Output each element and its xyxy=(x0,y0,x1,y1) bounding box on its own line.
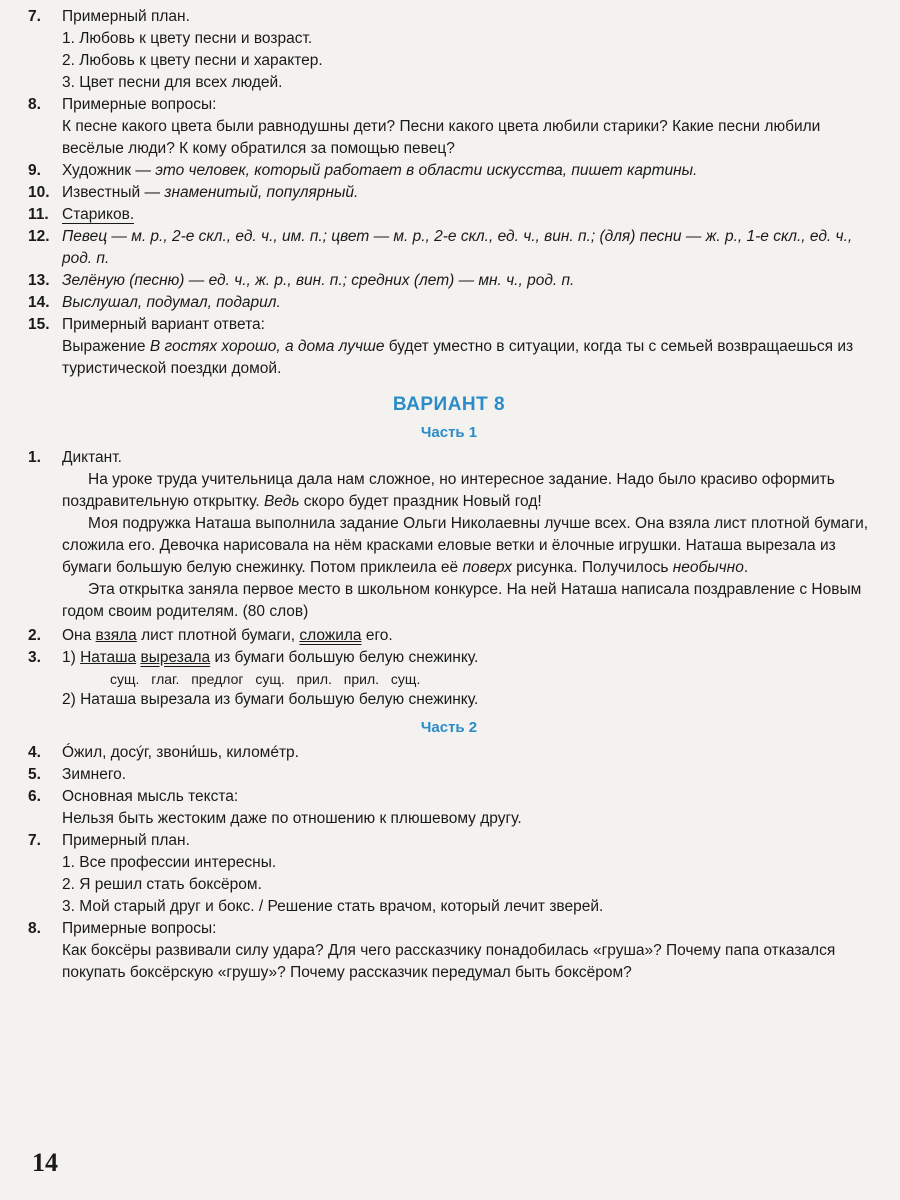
answer-word: Зимнего. xyxy=(62,766,127,783)
sentence-plain: 2) Наташа вырезала из бумаги большую белую снежинку. xyxy=(62,691,479,708)
part-2-title: Часть 2 xyxy=(420,719,478,736)
stress-words: Óжил, досýг, звони́шь, киломéтр. xyxy=(62,744,299,761)
main-idea-text: Нельзя быть жестоким даже по отношению к плюшевому другу. xyxy=(62,810,522,827)
item-number: 13. xyxy=(28,272,50,289)
dictation-paragraph: Моя подружка Наташа выполнила задание Ольги Николаевны лучше всех. Она взяла лист плотной бумаги, сложила его. Девочка нарисовала на нём красками еловые ветки и ёлочные игрушки. Наташа вырезала из бумаги большую белую снежинку. Потом приклеила её поверх рисунка. Получилось необычно. xyxy=(62,515,869,576)
answer-item-12 xyxy=(28,226,870,270)
dictation-paragraph: Эта открытка заняла первое место в школьном конкурсе. На ней Наташа написала поздравление с Новым годом своим родителям. (80 слов) xyxy=(62,581,862,620)
item-number: 10. xyxy=(28,184,50,201)
item-number: 8. xyxy=(28,96,41,113)
item-number: 12. xyxy=(28,228,50,245)
synonym-text: знаменитый, популярный. xyxy=(164,184,359,201)
plan-line: 3. Цвет песни для всех людей. xyxy=(62,74,283,91)
plan-line: 3. Мой старый друг и бокс. / Решение стать врачом, который лечит зверей. xyxy=(62,898,604,915)
answer-item-8 xyxy=(28,94,870,160)
dictation-item xyxy=(28,447,870,469)
answer-item-2: 2. Она взяла лист плотной бумаги, сложила его. xyxy=(28,625,870,647)
sentence-parsed: 1) Наташа вырезала из бумаги большую белую снежинку. xyxy=(62,649,479,666)
plan-line: 2. Любовь к цвету песни и характер. xyxy=(62,52,323,69)
page-content xyxy=(28,6,870,984)
answer-item-15 xyxy=(28,314,870,380)
question-text: К песне какого цвета были равнодушны дети? Песни какого цвета любили старики? Какие песни любили весёлые люди? К кому обратился за помощью певец? xyxy=(62,118,821,157)
answer-item-4 xyxy=(28,742,870,764)
term-text: Художник — xyxy=(62,162,156,179)
dictation-text xyxy=(62,469,870,623)
item-label: Основная мысль текста: xyxy=(62,788,239,805)
item-label: Примерный план. xyxy=(62,832,190,849)
item-number: 4. xyxy=(28,744,41,761)
item-number: 14. xyxy=(28,294,50,311)
answer-item-3 xyxy=(28,647,870,711)
item-number: 11. xyxy=(28,206,49,223)
item-number: 5. xyxy=(28,766,41,783)
item-label: Примерный план. xyxy=(62,8,190,25)
answer-item-14 xyxy=(28,292,870,314)
variant-title: ВАРИАНТ 8 xyxy=(392,394,506,415)
question-text: Как боксёры развивали силу удара? Для чего рассказчику понадобилась «груша»? Почему папа отказался покупать боксёрскую «грушу»? Почему рассказчик передумал быть боксёром? xyxy=(62,942,836,981)
answer-item-6 xyxy=(28,786,870,830)
verbs-text: Выслушал, подумал, подарил. xyxy=(62,294,281,311)
item-number: 15. xyxy=(28,316,50,333)
parts-of-speech-line: сущ. глаг. предлог сущ. прил. прил. сущ. xyxy=(110,671,421,687)
plan-line: 1. Любовь к цвету песни и возраст. xyxy=(62,30,313,47)
plan-line: 1. Все профессии интересны. xyxy=(62,854,277,871)
answer-item-10 xyxy=(28,182,870,204)
proverb-text: В гостях хорошо, а дома лучше xyxy=(149,338,385,355)
answer-item-9 xyxy=(28,160,870,182)
subject-word: Наташа xyxy=(80,649,137,666)
item-number: 7. xyxy=(28,8,41,25)
answer-item-11 xyxy=(28,204,870,226)
page-number: 14 xyxy=(32,1148,58,1177)
item-number: 3. xyxy=(28,649,41,666)
term-text: Известный — xyxy=(62,184,165,201)
item-label: Примерные вопросы: xyxy=(62,96,217,113)
underlined-verb: сложила xyxy=(299,627,362,644)
item-number: 8. xyxy=(28,920,41,937)
item-label: Примерные вопросы: xyxy=(62,920,217,937)
item-number: 7. xyxy=(28,832,41,849)
answer-text: Выражение В гостях хорошо, а дома лучше будет уместно в ситуации, когда ты с семьей возвращаешься из туристической поездки домой. xyxy=(62,338,854,377)
answer-item-8-part2 xyxy=(28,918,870,984)
part-1-title: Часть 1 xyxy=(420,424,478,441)
dictation-paragraph: На уроке труда учительница дала нам сложное, но интересное задание. Надо было красиво оформить поздравительную открытку. Ведь скоро будет праздник Новый год! xyxy=(62,471,835,510)
item-number: 9. xyxy=(28,162,41,179)
answer-item-7 xyxy=(28,6,870,94)
answer-item-7-part2 xyxy=(28,830,870,918)
predicate-word: вырезала xyxy=(140,649,211,666)
morphology-text: Зелёную (песню) — ед. ч., ж. р., вин. п.; средних (лет) — мн. ч., род. п. xyxy=(62,272,575,289)
answer-item-13 xyxy=(28,270,870,292)
underlined-verb: взяла xyxy=(95,627,137,644)
item-label: Диктант. xyxy=(62,449,122,466)
item-number: 2. xyxy=(28,627,41,644)
item-number: 6. xyxy=(28,788,41,805)
item-label: Примерный вариант ответа: xyxy=(62,316,265,333)
definition-text: это человек, который работает в области искусства, пишет картины. xyxy=(155,162,698,179)
answer-item-5 xyxy=(28,764,870,786)
item-number: 1. xyxy=(28,449,41,466)
morphology-text: Певец — м. р., 2-е скл., ед. ч., им. п.; цвет — м. р., 2-е скл., ед. ч., вин. п.; (для) песни — ж. р., 1-е скл., ед. ч., род. п. xyxy=(62,228,853,267)
plan-line: 2. Я решил стать боксёром. xyxy=(62,876,262,893)
word-analysis: Стариков. xyxy=(62,206,135,223)
